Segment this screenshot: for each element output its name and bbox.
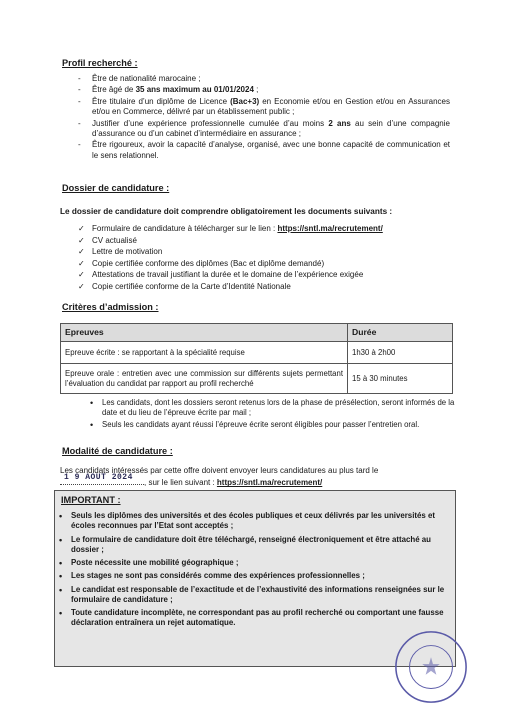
criteria-notes bbox=[90, 398, 455, 432]
check-icon: ✓ bbox=[78, 247, 85, 257]
document-item: ✓ CV actualisé bbox=[78, 235, 137, 245]
document-item: ✓ Copie certifiée conforme de la Carte d’Identité Nationale bbox=[78, 281, 291, 291]
check-icon: ✓ bbox=[78, 224, 85, 233]
table-cell: 1h30 à 2h00 bbox=[348, 342, 453, 364]
dossier-documents-list bbox=[78, 224, 383, 294]
recruitment-link[interactable]: https://sntl.ma/recrutement/ bbox=[277, 224, 383, 233]
modalite-text: Les candidats intéressés par cette offre doivent envoyer leurs candidatures au plus tard le 1 9 AOUT 2024 , sur le lien suivant : https://sntl.ma/recrutement/ bbox=[60, 466, 379, 488]
profile-item: - Être rigoureux, avoir la capacité d’analyse, organisé, avec une bonne capacité de communication et le sens relationnel. bbox=[78, 140, 450, 161]
list-item: • Le candidat est responsable de l’exactitude et de l’exhaustivité des informations renseignées sur le formulaire de candidature ; bbox=[55, 585, 447, 606]
check-icon: ✓ bbox=[78, 235, 85, 245]
recruitment-link[interactable]: https://sntl.ma/recrutement/ bbox=[216, 478, 323, 488]
modalite-heading: Modalité de candidature : bbox=[62, 446, 173, 456]
profile-item: - Justifier d’une expérience professionnelle cumulée d’au moins 2 ans au sein d’une compagnie d’assurance ou d’un cabinet d’intermédiaire en assurance ; bbox=[78, 119, 450, 140]
list-item: • Les candidats, dont les dossiers seront retenus lors de la phase de présélection, seront informés de la date et du lieu de l’épreuve écrite par mail ; bbox=[90, 398, 455, 418]
check-icon: ✓ bbox=[78, 270, 85, 280]
criteria-table bbox=[60, 323, 453, 394]
document-item: ✓ Copie certifiée conforme des diplômes (Bac et diplôme demandé) bbox=[78, 258, 325, 268]
document-item: ✓ Formulaire de candidature à télécharger sur le lien : https://sntl.ma/recrutement/ bbox=[78, 224, 383, 233]
list-item: • Le formulaire de candidature doit être téléchargé, renseigné électroniquement et être attaché au dossier ; bbox=[55, 535, 447, 556]
table-row bbox=[61, 342, 453, 364]
profile-item: - Être de nationalité marocaine ; bbox=[78, 74, 450, 84]
profile-list bbox=[78, 74, 450, 162]
check-icon: ✓ bbox=[78, 281, 85, 291]
check-icon: ✓ bbox=[78, 258, 85, 268]
table-header: Durée bbox=[348, 324, 453, 342]
table-row bbox=[61, 364, 453, 394]
table-cell: Epreuve orale : entretien avec une commission sur différents sujets permettant l’évaluation du candidat par rapport au profil recherché bbox=[61, 364, 348, 394]
profile-item: - Être âgé de 35 ans maximum au 01/01/2024 ; bbox=[78, 85, 450, 95]
document-item: ✓ Attestations de travail justifiant la durée et le domaine de l’expérience exigée bbox=[78, 270, 364, 280]
official-seal-icon bbox=[392, 628, 470, 706]
list-item: • Les stages ne sont pas considérés comme des expériences professionnelles ; bbox=[55, 571, 447, 581]
important-title: IMPORTANT : bbox=[61, 495, 121, 505]
table-cell: 15 à 30 minutes bbox=[348, 364, 453, 394]
table-cell: Epreuve écrite : se rapportant à la spécialité requise bbox=[61, 342, 348, 364]
list-item: • Poste nécessite une mobilité géographique ; bbox=[55, 558, 447, 568]
list-item: • Seuls les diplômes des universités et des écoles publiques et ceux délivrés par les universités et écoles reconnues par l’Etat sont acceptés ; bbox=[55, 511, 447, 532]
table-header: Epreuves bbox=[61, 324, 348, 342]
criteria-heading: Critères d’admission : bbox=[62, 302, 159, 312]
list-item: • Toute candidature incomplète, ne correspondant pas au profil recherché ou comportant une fausse déclaration entraînera un rejet automatique. bbox=[55, 608, 447, 629]
profile-heading: Profil recherché : bbox=[62, 58, 138, 68]
dossier-intro: Le dossier de candidature doit comprendre obligatoirement les documents suivants : bbox=[60, 207, 393, 216]
document-item: ✓ Lettre de motivation bbox=[78, 247, 163, 257]
dossier-heading: Dossier de candidature : bbox=[62, 183, 170, 193]
important-list bbox=[55, 511, 447, 632]
list-item: • Seuls les candidats ayant réussi l’épreuve écrite seront éligibles pour passer l’entretien oral. bbox=[90, 420, 455, 430]
profile-item: - Être titulaire d’un diplôme de Licence (Bac+3) en Economie et/ou en Gestion et/ou en Assurances et/ou en Commerce, délivré par un établissement public ; bbox=[78, 97, 450, 118]
table-header-row bbox=[61, 324, 453, 342]
date-stamp: 1 9 AOUT 2024 bbox=[64, 473, 133, 483]
deadline-field bbox=[60, 473, 144, 485]
